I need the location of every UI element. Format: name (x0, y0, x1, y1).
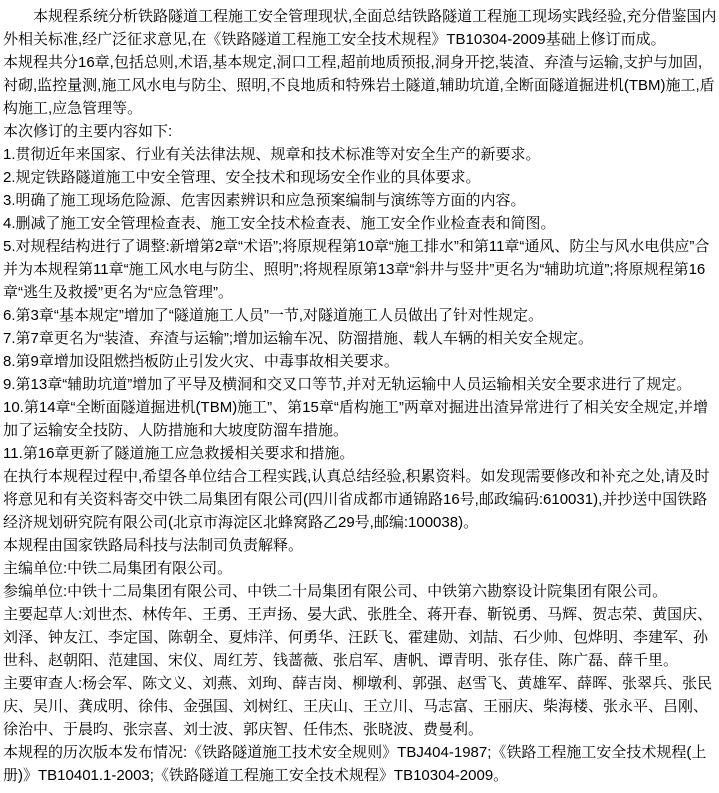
revision-item-5: 5.对规程结构进行了调整:新增第2章“术语”;将原规程第10章“施工排水”和第11章“通风、防尘与风水电供应”合并为本规程第11章“施工风水电与防尘、照明”;将规程原第13章“斜井与竖井”更名为“辅助坑道”;将原规程第16章“逃生及救援”更名为“应急管理”。 (3, 238, 710, 301)
participating-units-paragraph: 参编单位:中铁十二局集团有限公司、中铁二十局集团有限公司、中铁第六勘察设计院集团有限公司。 (3, 583, 668, 600)
revision-item-10: 10.第14章“全断面隧道掘进机(TBM)施工”、第15章“盾构施工”两章对掘进出渣异常进行了相关安全规定,并增加了运输安全技防、人防措施和大坡度防溜车措施。 (3, 399, 709, 439)
chapters-overview-paragraph: 本规程共分16章,包括总则,术语,基本规定,洞口工程,超前地质预报,洞身开挖,装渣、弃渣与运输,支护与加固,衬砌,监控量测,施工风水电与防尘、照明,不良地质和特殊岩土隧道,辅助坑道,全断面隧道掘进机(TBM)施工,盾构施工,应急管理等。 (3, 54, 715, 117)
revision-item-3: 3.明确了施工现场危险源、危害因素辨识和应急预案编制与演练等方面的内容。 (3, 192, 526, 209)
main-reviewers-paragraph: 主要审查人:杨会军、陈文义、刘燕、刘珣、薛吉岗、柳墩利、郭强、赵雪飞、黄雄军、薛晖、张翠兵、张民庆、吴川、龚成明、徐伟、金强国、刘树红、王庆山、王立川、马志富、王丽庆、柴海楼、张永平、吕刚、徐治中、于晨昀、张宗喜、刘士波、郭庆智、任伟杰、张晓波、费曼利。 (3, 675, 713, 738)
revision-item-4: 4.删减了施工安全管理检查表、施工安全技术检查表、施工安全作业检查表和简图。 (3, 215, 556, 232)
revision-item-7: 7.第7章更名为“装渣、弃渣与运输”;增加运输车况、防溜措施、载人车辆的相关安全规定。 (3, 330, 594, 347)
revision-item-11: 11.第16章更新了隧道施工应急救援相关要求和措施。 (3, 445, 355, 462)
feedback-address-paragraph: 在执行本规程过程中,希望各单位结合工程实践,认真总结经验,积累资料。如发现需要修改和补充之处,请及时将意见和有关资料寄交中铁二局集团有限公司(四川省成都市通锦路16号,邮政编码:610031),并抄送中国铁路经济规划研究院有限公司(北京市海淀区北蜂窝路乙29号,邮编:100038)。 (3, 468, 710, 531)
revision-item-6: 6.第3章“基本规定”增加了“隧道施工人员”一节,对隧道施工人员做出了针对性规定。 (3, 307, 544, 324)
revision-item-1: 1.贯彻近年来国家、行业有关法律法规、规章和技术标准等对安全生产的新要求。 (3, 146, 541, 163)
interpretation-authority-paragraph: 本规程由国家铁路局科技与法制司负责解释。 (3, 537, 304, 554)
revision-item-8: 8.第9章增加设阻燃挡板防止引发火灾、中毒事故相关要求。 (3, 353, 399, 370)
revision-summary-heading: 本次修订的主要内容如下: (3, 123, 173, 140)
preface-intro-paragraph: 本规程系统分析铁路隧道工程施工安全管理现状,全面总结铁路隧道工程施工现场实践经验,充分借鉴国内外相关标准,经广泛征求意见,在《铁路隧道工程施工安全技术规程》TB10304-2009基础上修订而成。 (3, 8, 717, 48)
revision-item-2: 2.规定铁路隧道施工中安全管理、安全技术和现场安全作业的具体要求。 (3, 169, 481, 186)
version-history-paragraph: 本规程的历次版本发布情况:《铁路隧道施工技术安全规则》TBJ404-1987;《铁路工程施工安全技术规程(上册)》TB10401.1-2003;《铁路隧道工程施工安全技术规程》TB10304-2009。 (3, 744, 707, 784)
chief-editor-unit-paragraph: 主编单位:中铁二局集团有限公司。 (3, 560, 233, 577)
revision-item-9: 9.第13章“辅助坑道”增加了平导及横洞和交叉口等节,并对无轨运输中人员运输相关安全要求进行了规定。 (3, 376, 692, 393)
main-drafters-paragraph: 主要起草人:刘世杰、林传年、王勇、王声扬、晏大武、张胜全、蒋开春、靳锐勇、马辉、贺志荣、黄国庆、刘泽、钟友江、李定国、陈朝全、夏炜洋、何勇华、汪跃飞、霍建勋、刘喆、石少帅、包烨明、李建军、孙世科、赵朝阳、范建国、宋仪、周红芳、钱蔷薇、张启军、唐帆、谭青明、张存佳、陈广磊、薛千里。 (3, 606, 713, 669)
